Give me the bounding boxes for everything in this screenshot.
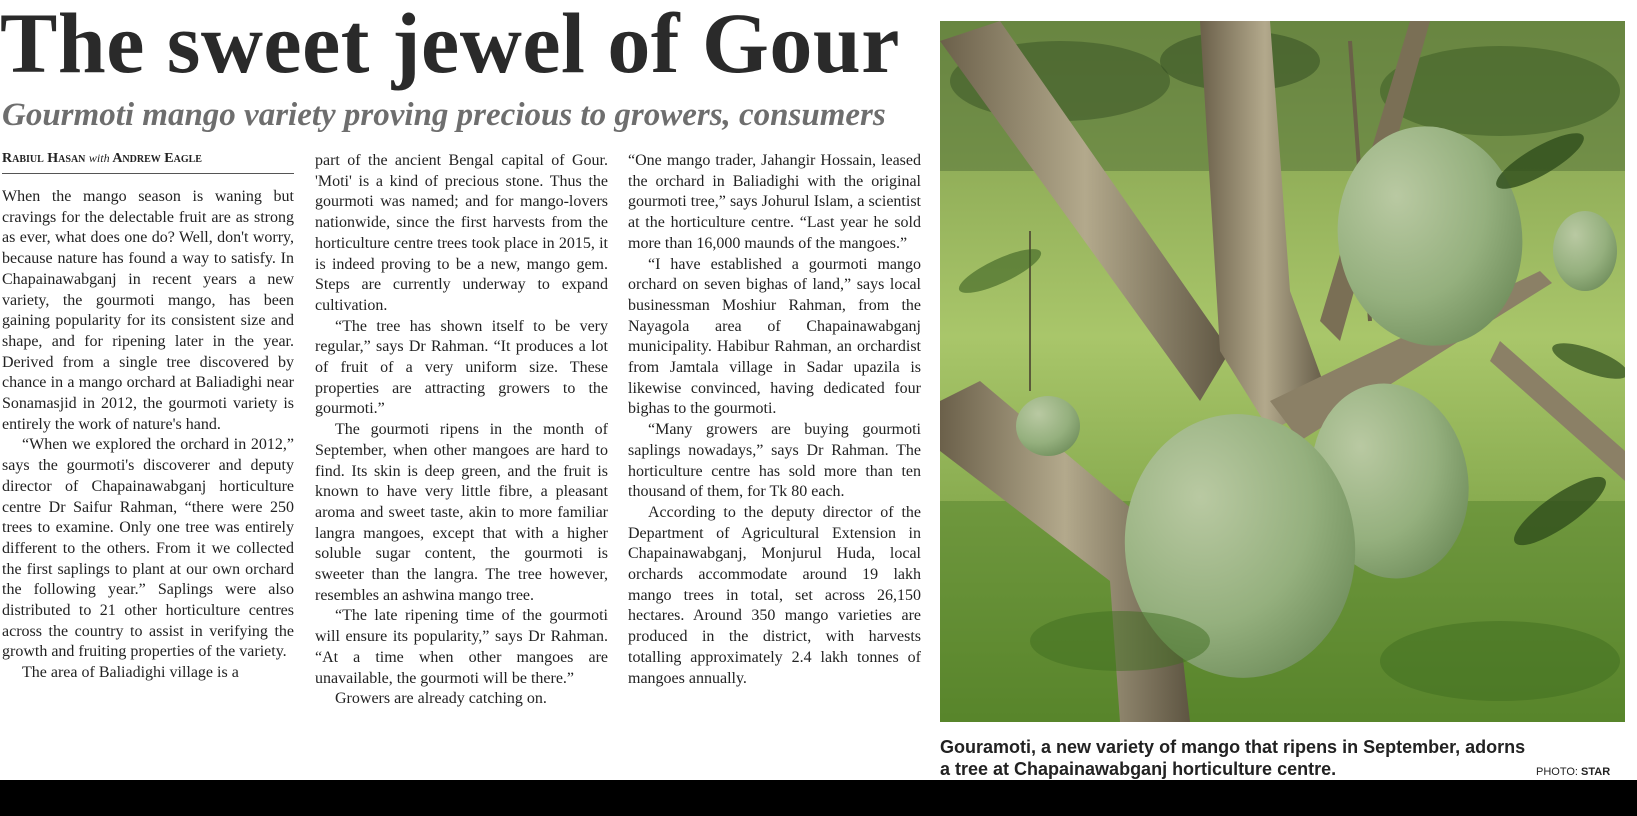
article-column-3: [628, 151, 921, 779]
paragraph: “One mango trader, Jahangir Hossain, leased the orchard in Baliadighi with the original gourmoti tree,” says Johurul Islam, a scientist at the horticulture centre. “Last year he sold more than 16,000 maunds of the mangoes.”: [628, 152, 921, 252]
headline: The sweet jewel of Gour: [0, 0, 900, 91]
paragraph: Growers are already catching on.: [335, 690, 547, 708]
paragraph: “The late ripening time of the gourmoti will ensure its popularity,” says Dr Rahman. “At a time when other mangoes are unavailable, the gourmoti will be there.”: [315, 607, 608, 687]
mango-tree-photo: [940, 21, 1625, 722]
paragraph: “Many growers are buying gourmoti saplings nowadays,” says Dr Rahman. The horticulture centre has sold more than ten thousand of them, for Tk 80 each.: [628, 421, 921, 501]
photo-credit: [1536, 766, 1610, 778]
byline-joiner: with: [88, 151, 110, 165]
paragraph: “The tree has shown itself to be very regular,” says Dr Rahman. “It produces a lot of fruit of a very uniform size. These properties are attracting growers to the gourmoti.”: [315, 317, 608, 418]
subheadline: Gourmoti mango variety proving precious to growers, consumers: [2, 97, 886, 133]
paragraph: part of the ancient Bengal capital of Gour. 'Moti' is a kind of precious stone. Thus the gourmoti was named; and for mango-lovers nationwide, since the first harvests from the horticulture centre trees took place in 2015, it is indeed proving to be a new, mango gem. Steps are currently underway to expand cultivation.: [315, 152, 608, 314]
byline: [2, 151, 294, 174]
paragraph: According to the deputy director of the Department of Agricultural Extension in Chapainawabganj, Monjurul Huda, local orchards accommodate around 19 lakh mango trees in total, set across 26,150 hectares. Around 350 mango varieties are produced in the district, with harvests totalling approximately 2.4 lakh tonnes of mangoes annually.: [628, 503, 921, 687]
paragraph: “I have established a gourmoti mango orchard on seven bighas of land,” says local businessman Moshiur Rahman, from the Nayagola area of Chapainawabganj municipality. Habibur Rahman, an orchardist from Jamtala village in Sadar upazila is likewise convinced, having dedicated four bighas to the gourmoti.: [628, 255, 921, 418]
paragraph: When the mango season is waning but cravings for the delectable fruit are as strong as ever, what does one do? Well, don't worry, because nature has found a way to satisfy. In Chapainawabganj in recent years a new variety, the gourmoti mango, has been gaining popularity for its consistent size and shape, and for ripening later in the year. Derived from a single tree discovered by chance in a mango orchard at Baliadighi near Sonamasjid in 2012, the gourmoti variety is entirely the work of nature's hand.: [2, 188, 294, 433]
byline-author-1: Rabiul Hasan: [2, 151, 86, 166]
byline-author-2: Andrew Eagle: [112, 151, 202, 166]
photo-caption: Gouramoti, a new variety of mango that ripens in September, adorns a tree at Chapainawabganj horticulture centre.: [940, 737, 1526, 779]
article-column-1: [2, 187, 294, 779]
paragraph: The area of Baliadighi village is a: [22, 664, 239, 682]
photo-credit-source: STAR: [1581, 766, 1611, 778]
photo-credit-label: PHOTO:: [1536, 766, 1578, 778]
paragraph: The gourmoti ripens in the month of September, when other mangoes are hard to find. Its skin is deep green, and the fruit is known to have very little fibre, a pleasant aroma and sweet taste, akin to more familiar langra mangoes, except that with a higher soluble sugar content, the gourmoti is sweeter than the langra. The tree however, resembles an ashwina mango tree.: [315, 421, 608, 604]
article-column-2: [315, 151, 608, 779]
paragraph: “When we explored the orchard in 2012,” says the gourmoti's discoverer and deputy director of Chapainawabganj horticulture centre Dr Saifur Rahman, “there were 250 trees to examine. Only one tree was entirely different to the others. From it we collected the first saplings to plant at our own orchard the following year.” Saplings were also distributed to 21 other horticulture centres across the country to assist in verifying the growth and fruiting properties of the variety.: [2, 436, 294, 661]
